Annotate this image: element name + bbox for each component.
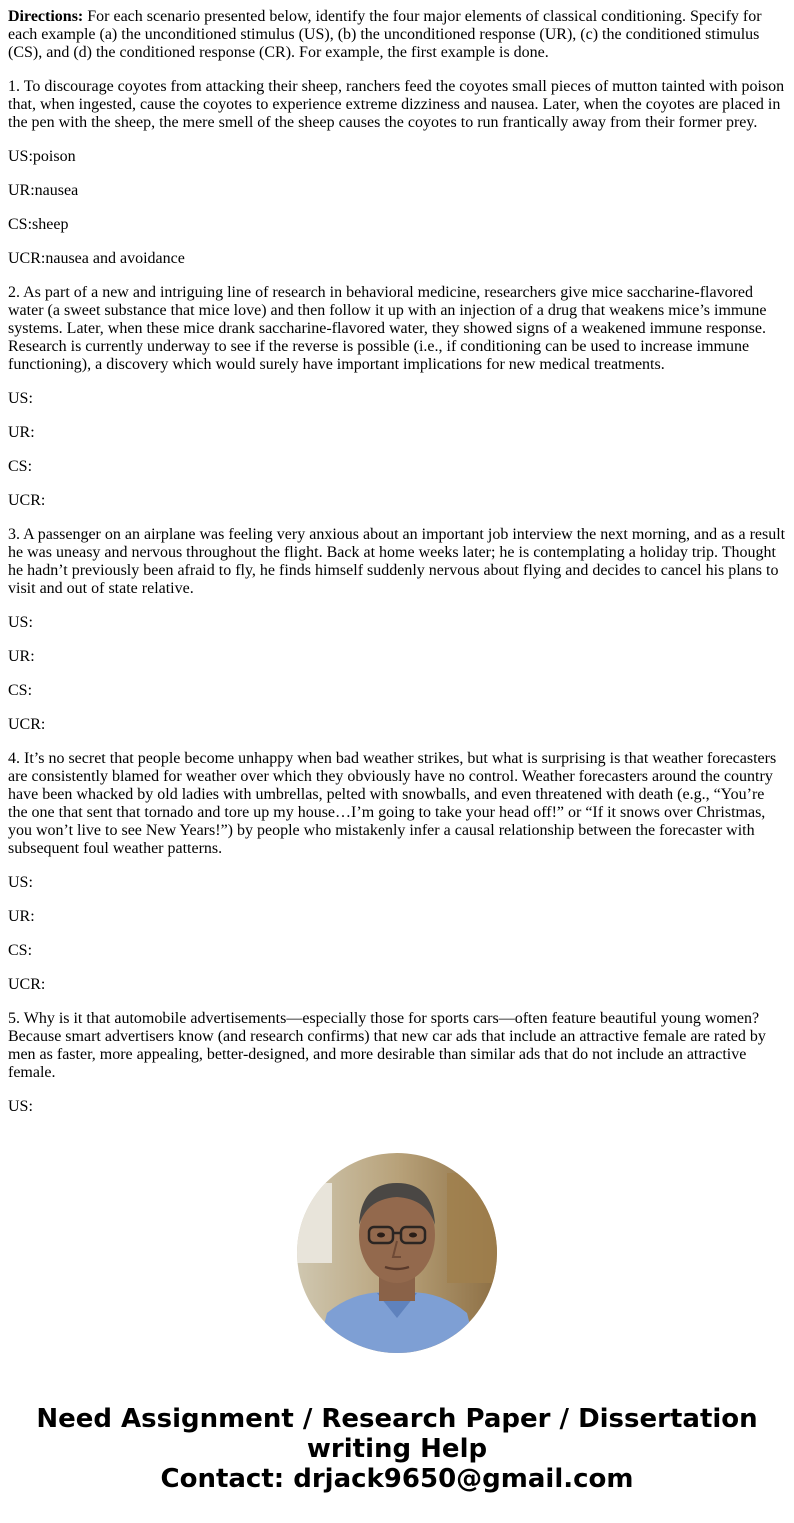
scenario-5-us: US: (8, 1098, 33, 1115)
scenario-1-text: 1. To discourage coyotes from attacking their sheep, ranchers feed the coyotes small pieces of mutton tainted with poison that, when ingested, cause the coyotes to experience extreme dizziness and nausea. Later, when the coyotes are placed in the pen with the sheep, the mere smell of the sheep causes the coyotes to run frantically away from their former prey. (8, 78, 785, 131)
scenario-1-ucr: UCR:nausea and avoidance (8, 250, 185, 267)
directions-label: Directions: (8, 8, 84, 25)
scenario-2-ur: UR: (8, 424, 35, 441)
scenario-3-us: US: (8, 614, 33, 631)
promo-banner (0, 1404, 794, 1494)
promo-contact: Contact: drjack9650@gmail.com (160, 1464, 634, 1494)
promo-line-1: Need Assignment / Research Paper / Dissertation (36, 1404, 758, 1434)
scenario-5-text: 5. Why is it that automobile advertisements—especially those for sports cars—often feature beautiful young women? Because smart advertisers know (and research confirms) that new car ads that include an attractive female are rated by men as faster, more appealing, better-designed, and more desirable than similar ads that do not include an attractive female. (8, 1010, 766, 1081)
scenario-2-text: 2. As part of a new and intriguing line of research in behavioral medicine, researchers give mice saccharine-flavored water (a sweet substance that mice love) and then follow it up with an injection of a drug that weakens mice’s immune systems. Later, when these mice drank saccharine-flavored water, they showed signs of a weakened immune response. Research is currently underway to see if the reverse is possible (i.e., if conditioning can be used to increase immune functioning), a discovery which would surely have important implications for new medical treatments. (8, 284, 767, 373)
promo-line-2: writing Help (306, 1434, 488, 1464)
scenario-1-cs: CS:sheep (8, 216, 69, 233)
scenario-2-us: US: (8, 390, 33, 407)
scenario-3-text: 3. A passenger on an airplane was feeling very anxious about an important job interview the next morning, and as a result he was uneasy and nervous throughout the flight. Back at home weeks later; he is contemplating a holiday trip. Thought he hadn’t previously been afraid to fly, he finds himself suddenly nervous about flying and decides to cancel his plans to visit and out of state relative. (8, 526, 786, 597)
scenario-3-cs: CS: (8, 682, 33, 699)
directions-paragraph (8, 8, 786, 62)
scenario-2-ucr: UCR: (8, 492, 46, 509)
scenario-1-us: US:poison (8, 148, 76, 165)
scenario-2-cs: CS: (8, 458, 33, 475)
scenario-4-ur: UR: (8, 908, 35, 925)
assignment-document (8, 8, 786, 1132)
scenario-3-ucr: UCR: (8, 716, 46, 733)
directions-text: For each scenario presented below, identify the four major elements of classical conditioning. Specify for each example (a) the unconditioned stimulus (US), (b) the unconditioned response (UR), (c) the conditioned stimulus (CS), and (d) the conditioned response (CR). For example, the first example is done. (8, 8, 762, 61)
scenario-4-ucr: UCR: (8, 976, 46, 993)
scenario-4-cs: CS: (8, 942, 33, 959)
scenario-4-us: US: (8, 874, 33, 891)
scenario-1-ur: UR:nausea (8, 182, 79, 199)
scenario-4-text: 4. It’s no secret that people become unhappy when bad weather strikes, but what is surprising is that weather forecasters are consistently blamed for weather over which they obviously have no control. Weather forecasters around the country have been whacked by old ladies with umbrellas, pelted with snowballs, and even threatened with death (e.g., “You’re the one that sent that tornado and tore up my house…I’m going to take your head off!” or “If it snows over Christmas, you won’t live to see New Years!”) by people who mistakenly infer a causal relationship between the forecaster with subsequent foul weather patterns. (8, 750, 777, 857)
scenario-3-ur: UR: (8, 648, 35, 665)
author-avatar (297, 1153, 497, 1353)
